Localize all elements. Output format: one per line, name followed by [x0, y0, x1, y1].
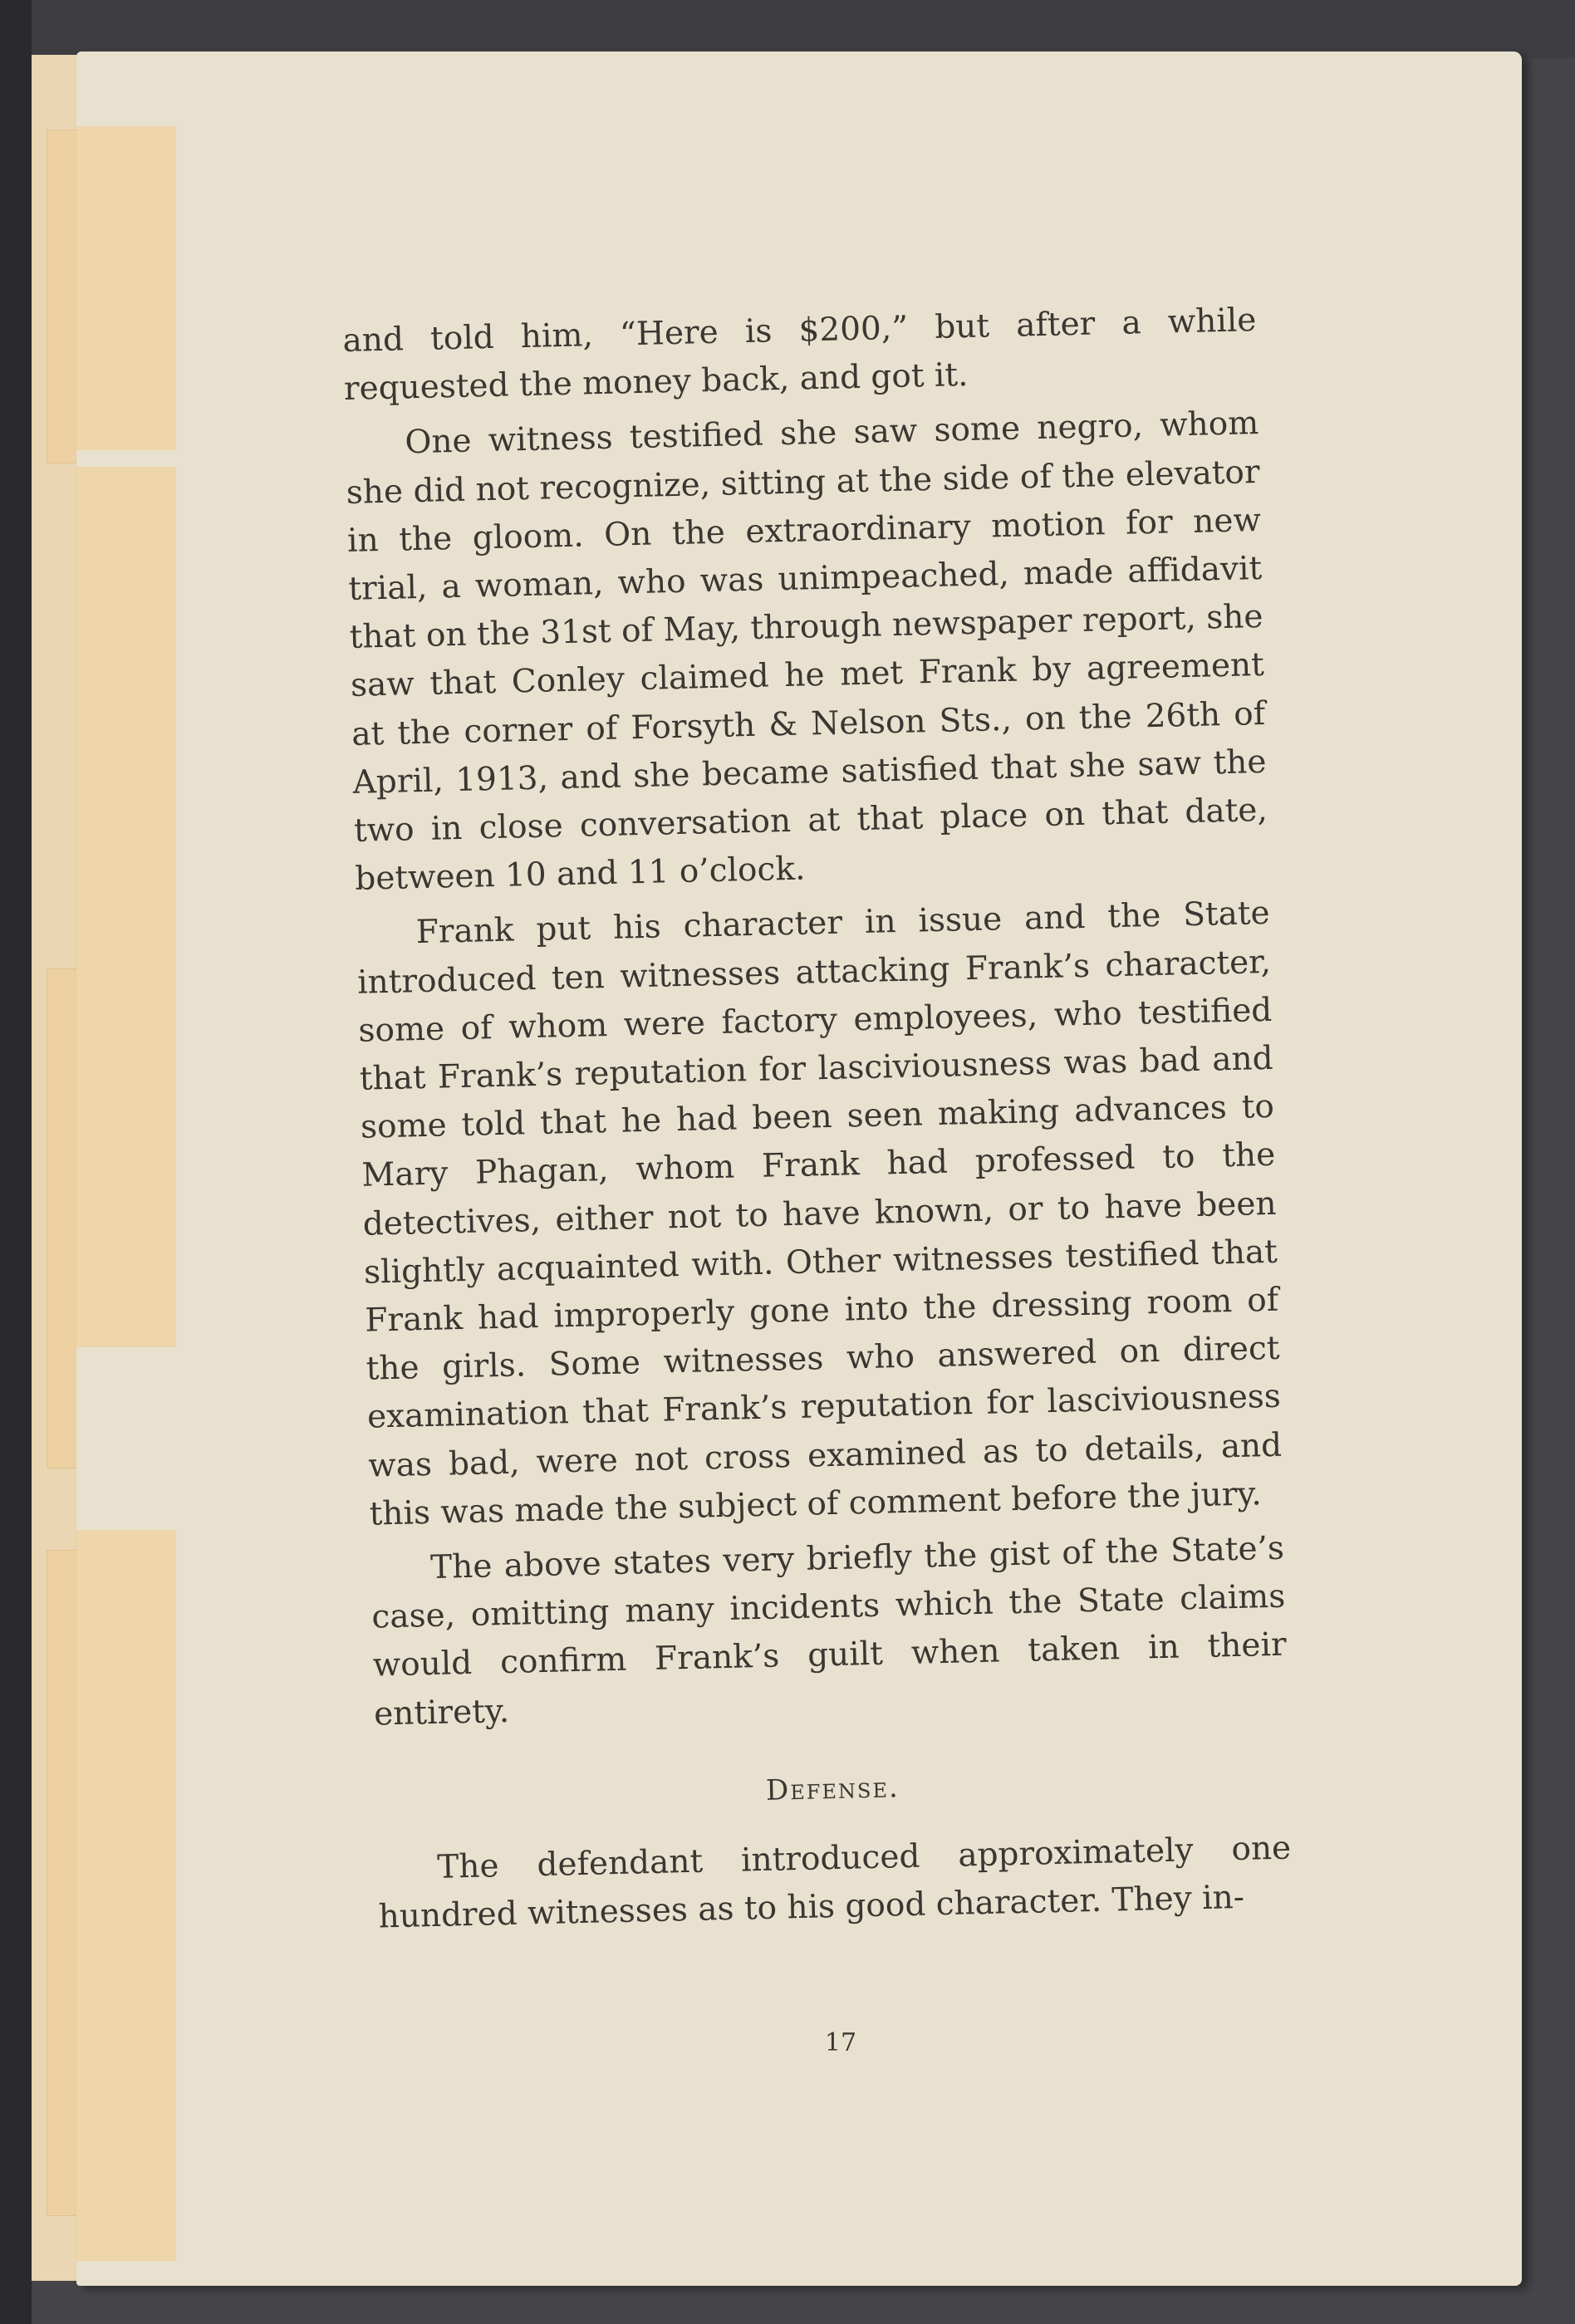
- section-heading: Defense.: [765, 1771, 900, 1807]
- previous-page-edge: [32, 55, 80, 2281]
- tape-strip: [76, 1530, 176, 2261]
- paragraph: The above states very briefly the gist of the State’s case, omitting many incidents which the State claims would confirm Frank’s guilt when taken in their entirety.: [371, 1529, 1288, 1733]
- paragraph: The defendant introduced approximately one hundred witnesses as to his good character. They in-: [378, 1829, 1292, 1936]
- book-spine: [0, 0, 32, 2324]
- document-page: [76, 51, 1522, 2286]
- paragraph: Frank put his character in issue and the State introduced ten witnesses attacking Frank’s character, some of whom were factory employees, who testified that Frank’s reputation for lasciviousness was bad and some told that he had been seen making advances to Mary Phagan, whom Frank had professed to the detectives, either not to have known, or to have been slightly acquainted with. Other witnesses testified that Frank had improperly gone into the dressing room of the girls. Some witnesses who answered on direct examination that Frank’s reputation for lasciviousness was bad, were not cross examined as to details, and this was made the subject of comment before the jury.: [356, 895, 1283, 1533]
- tape-strip: [76, 126, 176, 450]
- tape-strip: [76, 932, 176, 1347]
- page-number: 17: [824, 2028, 857, 2057]
- paragraph: One witness testified she saw some negro, whom she did not recognize, sitting at the side of the elevator in the gloom. On the extraordinary motion for new trial, a woman, who was unimpeached, made affidavit that on the 31st of May, through newspaper report, she saw that Conley claimed he met Frank by agreement at the corner of Forsyth & Nelson Sts., on the 26th of April, 1913, and she became satisfied that she saw the two in close conversation at that place on that date, between 10 and 11 o’clock.: [346, 404, 1268, 899]
- paragraph: and told him, “Here is $200,” but after a while requested the money back, and got it.: [342, 302, 1257, 409]
- body-text: [342, 297, 1293, 1942]
- tape-strip: [76, 467, 176, 932]
- scan-background-top: [0, 0, 1575, 58]
